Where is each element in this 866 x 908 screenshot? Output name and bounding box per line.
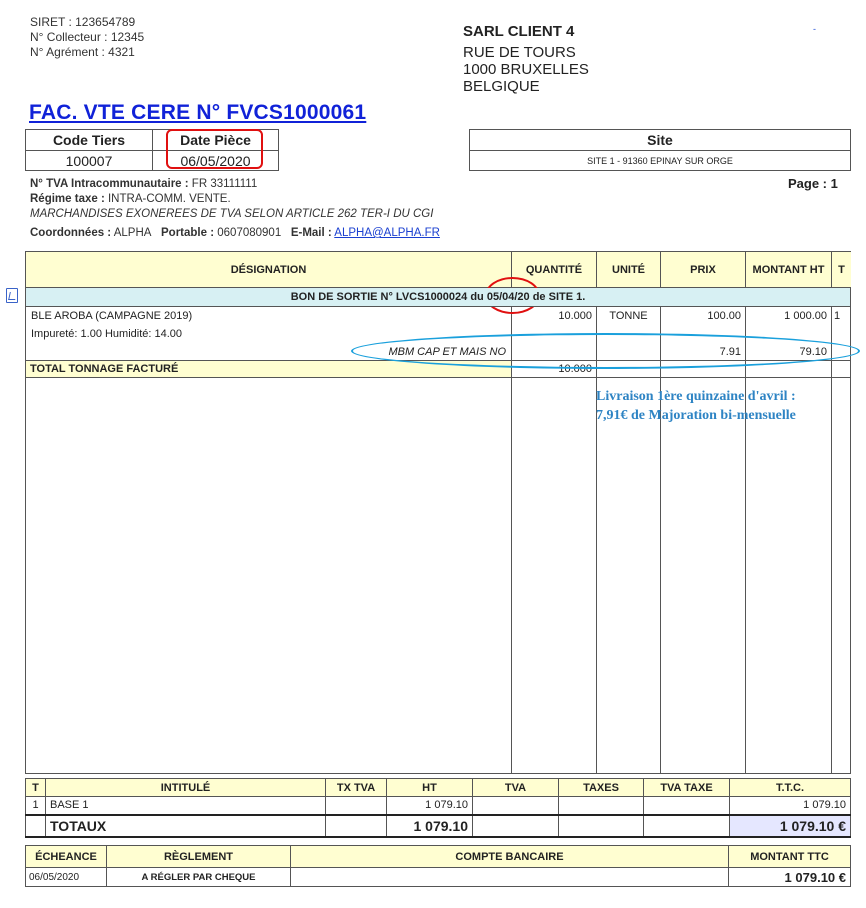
item-detail: Impureté: 1.00 Humidité: 14.00 <box>31 327 183 340</box>
payment-compte <box>291 868 729 887</box>
item-t: 1 <box>834 309 841 322</box>
regime-line <box>30 192 440 207</box>
totals-header-tva: TVA <box>473 779 559 797</box>
payment-header-montant: MONTANT TTC <box>729 846 851 868</box>
header-unite: UNITÉ <box>597 252 660 287</box>
contact-line <box>30 226 440 241</box>
payment-header-reglement: RÈGLEMENT <box>107 846 291 868</box>
item-designation: BLE AROBA (CAMPAGNE 2019) <box>31 309 193 322</box>
invoice-title[interactable]: FAC. VTE CERE N° FVCS1000061 <box>29 101 367 124</box>
header-designation: DÉSIGNATION <box>26 252 511 287</box>
agrement-number: N° Agrément : 4321 <box>30 45 135 59</box>
pdf-icon[interactable] <box>6 288 18 303</box>
surcharge-highlight-ellipse <box>351 333 860 369</box>
regime-value: INTRA-COMM. VENTE. <box>107 193 231 205</box>
collecteur-number: N° Collecteur : 12345 <box>30 30 145 44</box>
bon-date: 05/04/20 <box>486 291 530 303</box>
item-unite: TONNE <box>609 309 648 322</box>
email-label: E-Mail : <box>290 227 332 239</box>
item-prix: 100.00 <box>707 309 741 322</box>
totaux-ht: 1 079.10 <box>387 815 473 837</box>
totaux-label: TOTAUX <box>46 815 326 837</box>
header-montant: MONTANT HT <box>746 252 831 287</box>
surcharge-montant: 79.10 <box>799 345 827 358</box>
page-number: Page : 1 <box>788 176 838 191</box>
totals-header-tva-taxe: TVA TAXE <box>644 779 730 797</box>
site-value: SITE 1 - 91360 EPINAY SUR ORGE <box>470 151 851 171</box>
tva-value: FR 33111111 <box>191 178 258 190</box>
totals-row-intitule: BASE 1 <box>46 797 326 815</box>
portable-value: 0607080901 <box>217 227 282 239</box>
totaux-ttc: 1 079.10 € <box>730 815 851 837</box>
email-link[interactable]: ALPHA@ALPHA.FR <box>334 227 440 239</box>
client-country: BELGIQUE <box>463 78 540 95</box>
annotation-note <box>596 387 796 425</box>
item-quantite: 10.000 <box>558 309 592 322</box>
header-quantite: QUANTITÉ <box>512 252 596 287</box>
header-t: T <box>832 252 851 287</box>
totals-header-ht: HT <box>387 779 473 797</box>
corner-mark: - <box>813 24 816 34</box>
coord-value: ALPHA <box>113 227 152 239</box>
client-address <box>463 22 589 95</box>
surcharge-prix: 7.91 <box>719 345 741 358</box>
annotation-line-2: 7,91€ de Majoration bi-mensuelle <box>596 408 796 423</box>
regime-label: Régime taxe : <box>30 193 105 205</box>
portable-label: Portable : <box>161 227 215 239</box>
tva-label: N° TVA Intracommunautaire : <box>30 178 189 190</box>
tax-info <box>30 177 440 241</box>
payment-header-echeance: ÉCHEANCE <box>26 846 107 868</box>
totals-table <box>25 778 851 838</box>
code-tiers-header: Code Tiers <box>26 130 153 151</box>
code-tiers-value: 100007 <box>26 151 153 171</box>
totals-header-t: T <box>26 779 46 797</box>
site-table <box>469 129 851 171</box>
designation-table <box>25 251 851 774</box>
client-city: 1000 BRUXELLES <box>463 61 589 78</box>
totals-header-intitule: INTITULÉ <box>46 779 326 797</box>
total-tonnage-qty: 10.000 <box>558 363 592 375</box>
date-piece-header: Date Pièce <box>153 130 279 151</box>
annotation-line-1: Livraison 1ère quinzaine d'avril : <box>596 389 796 404</box>
client-name: SARL CLIENT 4 <box>463 23 575 40</box>
coord-label: Coordonnées : <box>30 227 112 239</box>
payment-echeance: 06/05/2020 <box>26 868 107 887</box>
total-tonnage-label: TOTAL TONNAGE FACTURÉ <box>26 361 511 377</box>
totals-header-taxes: TAXES <box>559 779 644 797</box>
payment-table <box>25 845 851 887</box>
site-header: Site <box>470 130 851 151</box>
totals-row-ht: 1 079.10 <box>387 797 473 815</box>
totals-header-tx-tva: TX TVA <box>326 779 387 797</box>
payment-header-compte: COMPTE BANCAIRE <box>291 846 729 868</box>
tva-line <box>30 177 440 192</box>
item-montant: 1 000.00 <box>784 309 827 322</box>
payment-reglement: A RÉGLER PAR CHEQUE <box>107 868 291 887</box>
totals-header-ttc: T.T.C. <box>730 779 851 797</box>
header-prix: PRIX <box>661 252 745 287</box>
siret: SIRET : 123654789 <box>30 15 136 29</box>
exemption-mention: MARCHANDISES EXONEREES DE TVA SELON ARTICLE 262 TER-I DU CGI <box>30 208 434 220</box>
company-identifiers <box>30 15 144 60</box>
payment-montant: 1 079.10 € <box>729 868 851 887</box>
totals-row-ttc: 1 079.10 <box>730 797 851 815</box>
client-street: RUE DE TOURS <box>463 44 576 61</box>
date-highlight-box <box>166 129 263 169</box>
totals-row-t: 1 <box>26 797 46 815</box>
bon-de-sortie-row: BON DE SORTIE N° LVCS1000024 du 05/04/20 de SITE 1. <box>26 288 850 306</box>
date-piece-value: 06/05/2020 <box>153 151 279 171</box>
surcharge-label: MBM CAP ET MAIS NO <box>388 345 506 358</box>
